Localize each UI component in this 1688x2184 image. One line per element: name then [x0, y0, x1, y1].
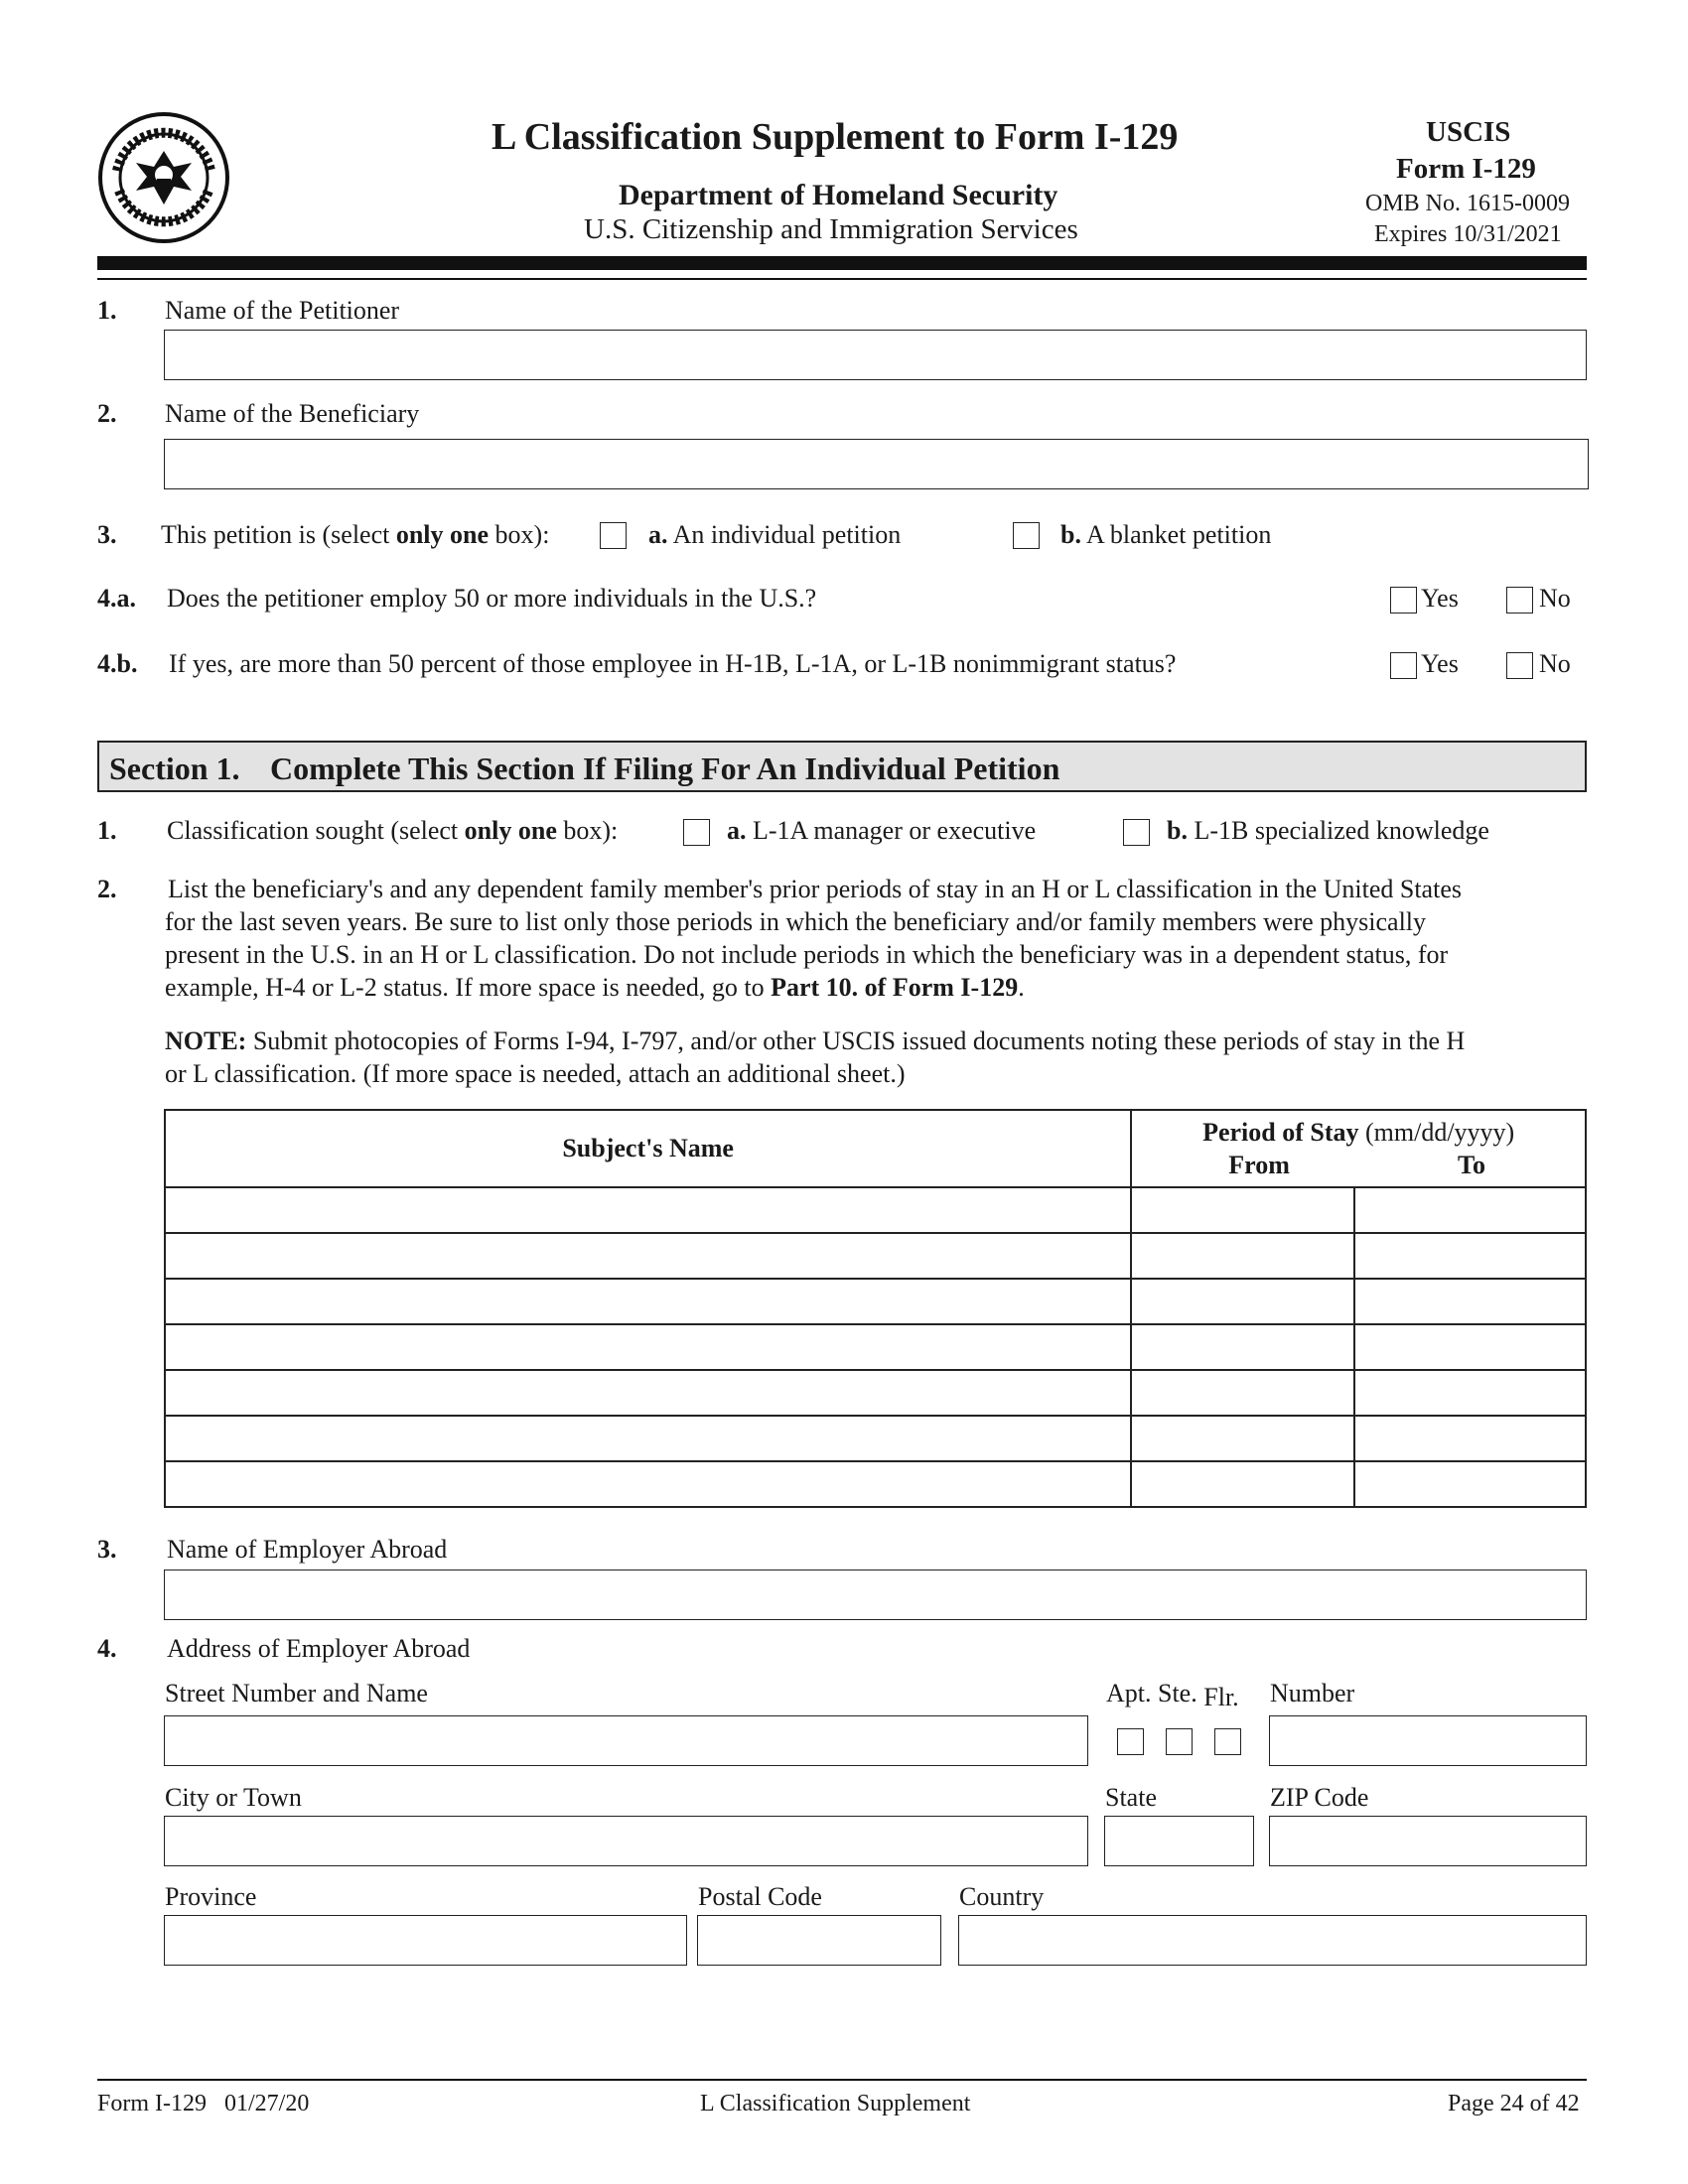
q1-number: 1.: [97, 296, 117, 325]
agency-name: U.S. Citizenship and Immigration Services: [584, 213, 1078, 245]
q4b-yes-label: Yes: [1421, 649, 1459, 678]
seal-icon: [97, 111, 230, 244]
blanket-petition-label: b. A blanket petition: [1060, 520, 1272, 549]
s1q2-note: NOTE: Submit photocopies of Forms I-94, I-797, and/or other USCIS issued documents noting these periods of stay in the H or L classification. (If more space is needed, attach an additional sheet.): [165, 1026, 1466, 1088]
stay-to-cell[interactable]: [1354, 1416, 1586, 1461]
table-row: [165, 1416, 1586, 1461]
department-name: Department of Homeland Security: [619, 179, 1058, 211]
q4a-yes-label: Yes: [1421, 584, 1459, 613]
apt-number-field[interactable]: [1269, 1715, 1587, 1766]
individual-petition-label: a. An individual petition: [648, 520, 902, 549]
table-row: [165, 1233, 1586, 1279]
q4a-label: Does the petitioner employ 50 or more individuals in the U.S.?: [167, 584, 817, 613]
l1a-checkbox[interactable]: [683, 819, 710, 846]
beneficiary-name-field[interactable]: [164, 439, 1589, 489]
form-number: Form I-129: [1396, 153, 1536, 185]
subject-name-cell[interactable]: [165, 1416, 1131, 1461]
dhs-seal: [97, 111, 230, 244]
postal-code-field[interactable]: [697, 1915, 941, 1966]
q2-number: 2.: [97, 399, 117, 428]
expiration-date: Expires 10/31/2021: [1374, 221, 1562, 247]
q3-number: 3.: [97, 520, 117, 549]
section1-title: Complete This Section If Filing For An Individual Petition: [270, 751, 1060, 786]
uscis-label: USCIS: [1426, 116, 1511, 148]
q2-label: Name of the Beneficiary: [165, 399, 420, 428]
footer-center-title: L Classification Supplement: [700, 2091, 971, 2116]
l1b-label: b. L-1B specialized knowledge: [1167, 816, 1489, 845]
l1b-checkbox[interactable]: [1123, 819, 1150, 846]
stay-from-cell[interactable]: [1131, 1324, 1354, 1370]
table-row: [165, 1324, 1586, 1370]
stay-to-cell[interactable]: [1354, 1324, 1586, 1370]
header-rule-thin: [97, 278, 1587, 280]
to-header: To: [1458, 1151, 1485, 1179]
q4b-no-checkbox[interactable]: [1506, 652, 1533, 679]
city-label: City or Town: [165, 1783, 302, 1812]
stay-from-cell[interactable]: [1131, 1461, 1354, 1507]
subjects-name-header: Subject's Name: [165, 1110, 1131, 1187]
q1-label: Name of the Petitioner: [165, 296, 400, 325]
q4a-no-label: No: [1539, 584, 1571, 613]
individual-petition-checkbox[interactable]: [600, 522, 627, 549]
zip-label: ZIP Code: [1270, 1783, 1369, 1812]
q4a-no-checkbox[interactable]: [1506, 587, 1533, 614]
subject-name-cell[interactable]: [165, 1461, 1131, 1507]
stay-to-cell[interactable]: [1354, 1461, 1586, 1507]
zip-field[interactable]: [1269, 1816, 1587, 1866]
s1q2-instructions: List the beneficiary's and any dependent family member's prior periods of stay in an H or L classification in the United States for the last seven years. Be sure to list only those periods in which the beneficiary and/or family members were physically present in the U.S. in an H or L classification. Do not include periods in which the beneficiary was in a dependent status, for example, H-4 or L-2 status. If more space is needed, go to Part 10. of Form I-129.: [165, 875, 1462, 1002]
apt-ste-flr-label: Apt. Ste. Flr.: [1106, 1679, 1239, 1711]
country-field[interactable]: [958, 1915, 1587, 1966]
s1q1-label: Classification sought (select only one box):: [167, 816, 619, 845]
petitioner-name-field[interactable]: [164, 330, 1587, 380]
flr-checkbox[interactable]: [1214, 1728, 1241, 1755]
subject-name-cell[interactable]: [165, 1370, 1131, 1416]
l1a-label: a. L-1A manager or executive: [727, 816, 1037, 845]
header-rule-thick: [97, 256, 1587, 270]
stay-to-cell[interactable]: [1354, 1233, 1586, 1279]
from-header: From: [1228, 1151, 1290, 1179]
s1q2-number: 2.: [97, 875, 117, 903]
s1q4-label: Address of Employer Abroad: [167, 1634, 471, 1663]
s1q3-number: 3.: [97, 1535, 117, 1564]
employer-abroad-name-field[interactable]: [164, 1570, 1587, 1620]
street-field[interactable]: [164, 1715, 1088, 1766]
table-header-row: [165, 1110, 1586, 1187]
stay-from-cell[interactable]: [1131, 1416, 1354, 1461]
period-of-stay-table: [164, 1109, 1587, 1508]
section1-label: Section 1.: [109, 751, 240, 786]
q4a-yes-checkbox[interactable]: [1390, 587, 1417, 614]
street-label: Street Number and Name: [165, 1679, 428, 1707]
number-label: Number: [1270, 1679, 1355, 1707]
postal-code-label: Postal Code: [698, 1882, 822, 1911]
stay-from-cell[interactable]: [1131, 1370, 1354, 1416]
q3-label: This petition is (select only one box):: [161, 520, 550, 549]
subject-name-cell[interactable]: [165, 1187, 1131, 1233]
table-row: [165, 1461, 1586, 1507]
table-row: [165, 1370, 1586, 1416]
stay-to-cell[interactable]: [1354, 1187, 1586, 1233]
section1-header: [97, 741, 1587, 792]
omb-number: OMB No. 1615-0009: [1365, 191, 1571, 216]
ste-checkbox[interactable]: [1166, 1728, 1193, 1755]
blanket-petition-checkbox[interactable]: [1013, 522, 1040, 549]
subject-name-cell[interactable]: [165, 1324, 1131, 1370]
s1q3-label: Name of Employer Abroad: [167, 1535, 448, 1564]
q4b-label: If yes, are more than 50 percent of those employee in H-1B, L-1A, or L-1B nonimmigrant status?: [169, 649, 1177, 678]
subject-name-cell[interactable]: [165, 1279, 1131, 1324]
q4b-no-label: No: [1539, 649, 1571, 678]
province-label: Province: [165, 1882, 257, 1911]
s1q1-number: 1.: [97, 816, 117, 845]
footer-rule: [97, 2079, 1587, 2081]
q4b-yes-checkbox[interactable]: [1390, 652, 1417, 679]
footer-form-edition: Form I-129 01/27/20: [97, 2091, 310, 2116]
stay-from-cell[interactable]: [1131, 1233, 1354, 1279]
q4a-number: 4.a.: [97, 584, 136, 613]
stay-to-cell[interactable]: [1354, 1370, 1586, 1416]
country-label: Country: [959, 1882, 1045, 1911]
state-field[interactable]: [1104, 1816, 1254, 1866]
apt-checkbox[interactable]: [1117, 1728, 1144, 1755]
table-row: [165, 1187, 1586, 1233]
subject-name-cell[interactable]: [165, 1233, 1131, 1279]
stay-to-cell[interactable]: [1354, 1279, 1586, 1324]
stay-from-cell[interactable]: [1131, 1187, 1354, 1233]
province-field[interactable]: [164, 1915, 687, 1966]
state-label: State: [1105, 1783, 1157, 1812]
form-title: L Classification Supplement to Form I-129: [492, 116, 1179, 158]
q4b-number: 4.b.: [97, 649, 138, 678]
stay-from-cell[interactable]: [1131, 1279, 1354, 1324]
city-field[interactable]: [164, 1816, 1088, 1866]
table-row: [165, 1279, 1586, 1324]
page-number: Page 24 of 42: [1448, 2091, 1580, 2116]
period-of-stay-header: Period of Stay (mm/dd/yyyy) From To: [1131, 1110, 1586, 1187]
s1q4-number: 4.: [97, 1634, 117, 1663]
